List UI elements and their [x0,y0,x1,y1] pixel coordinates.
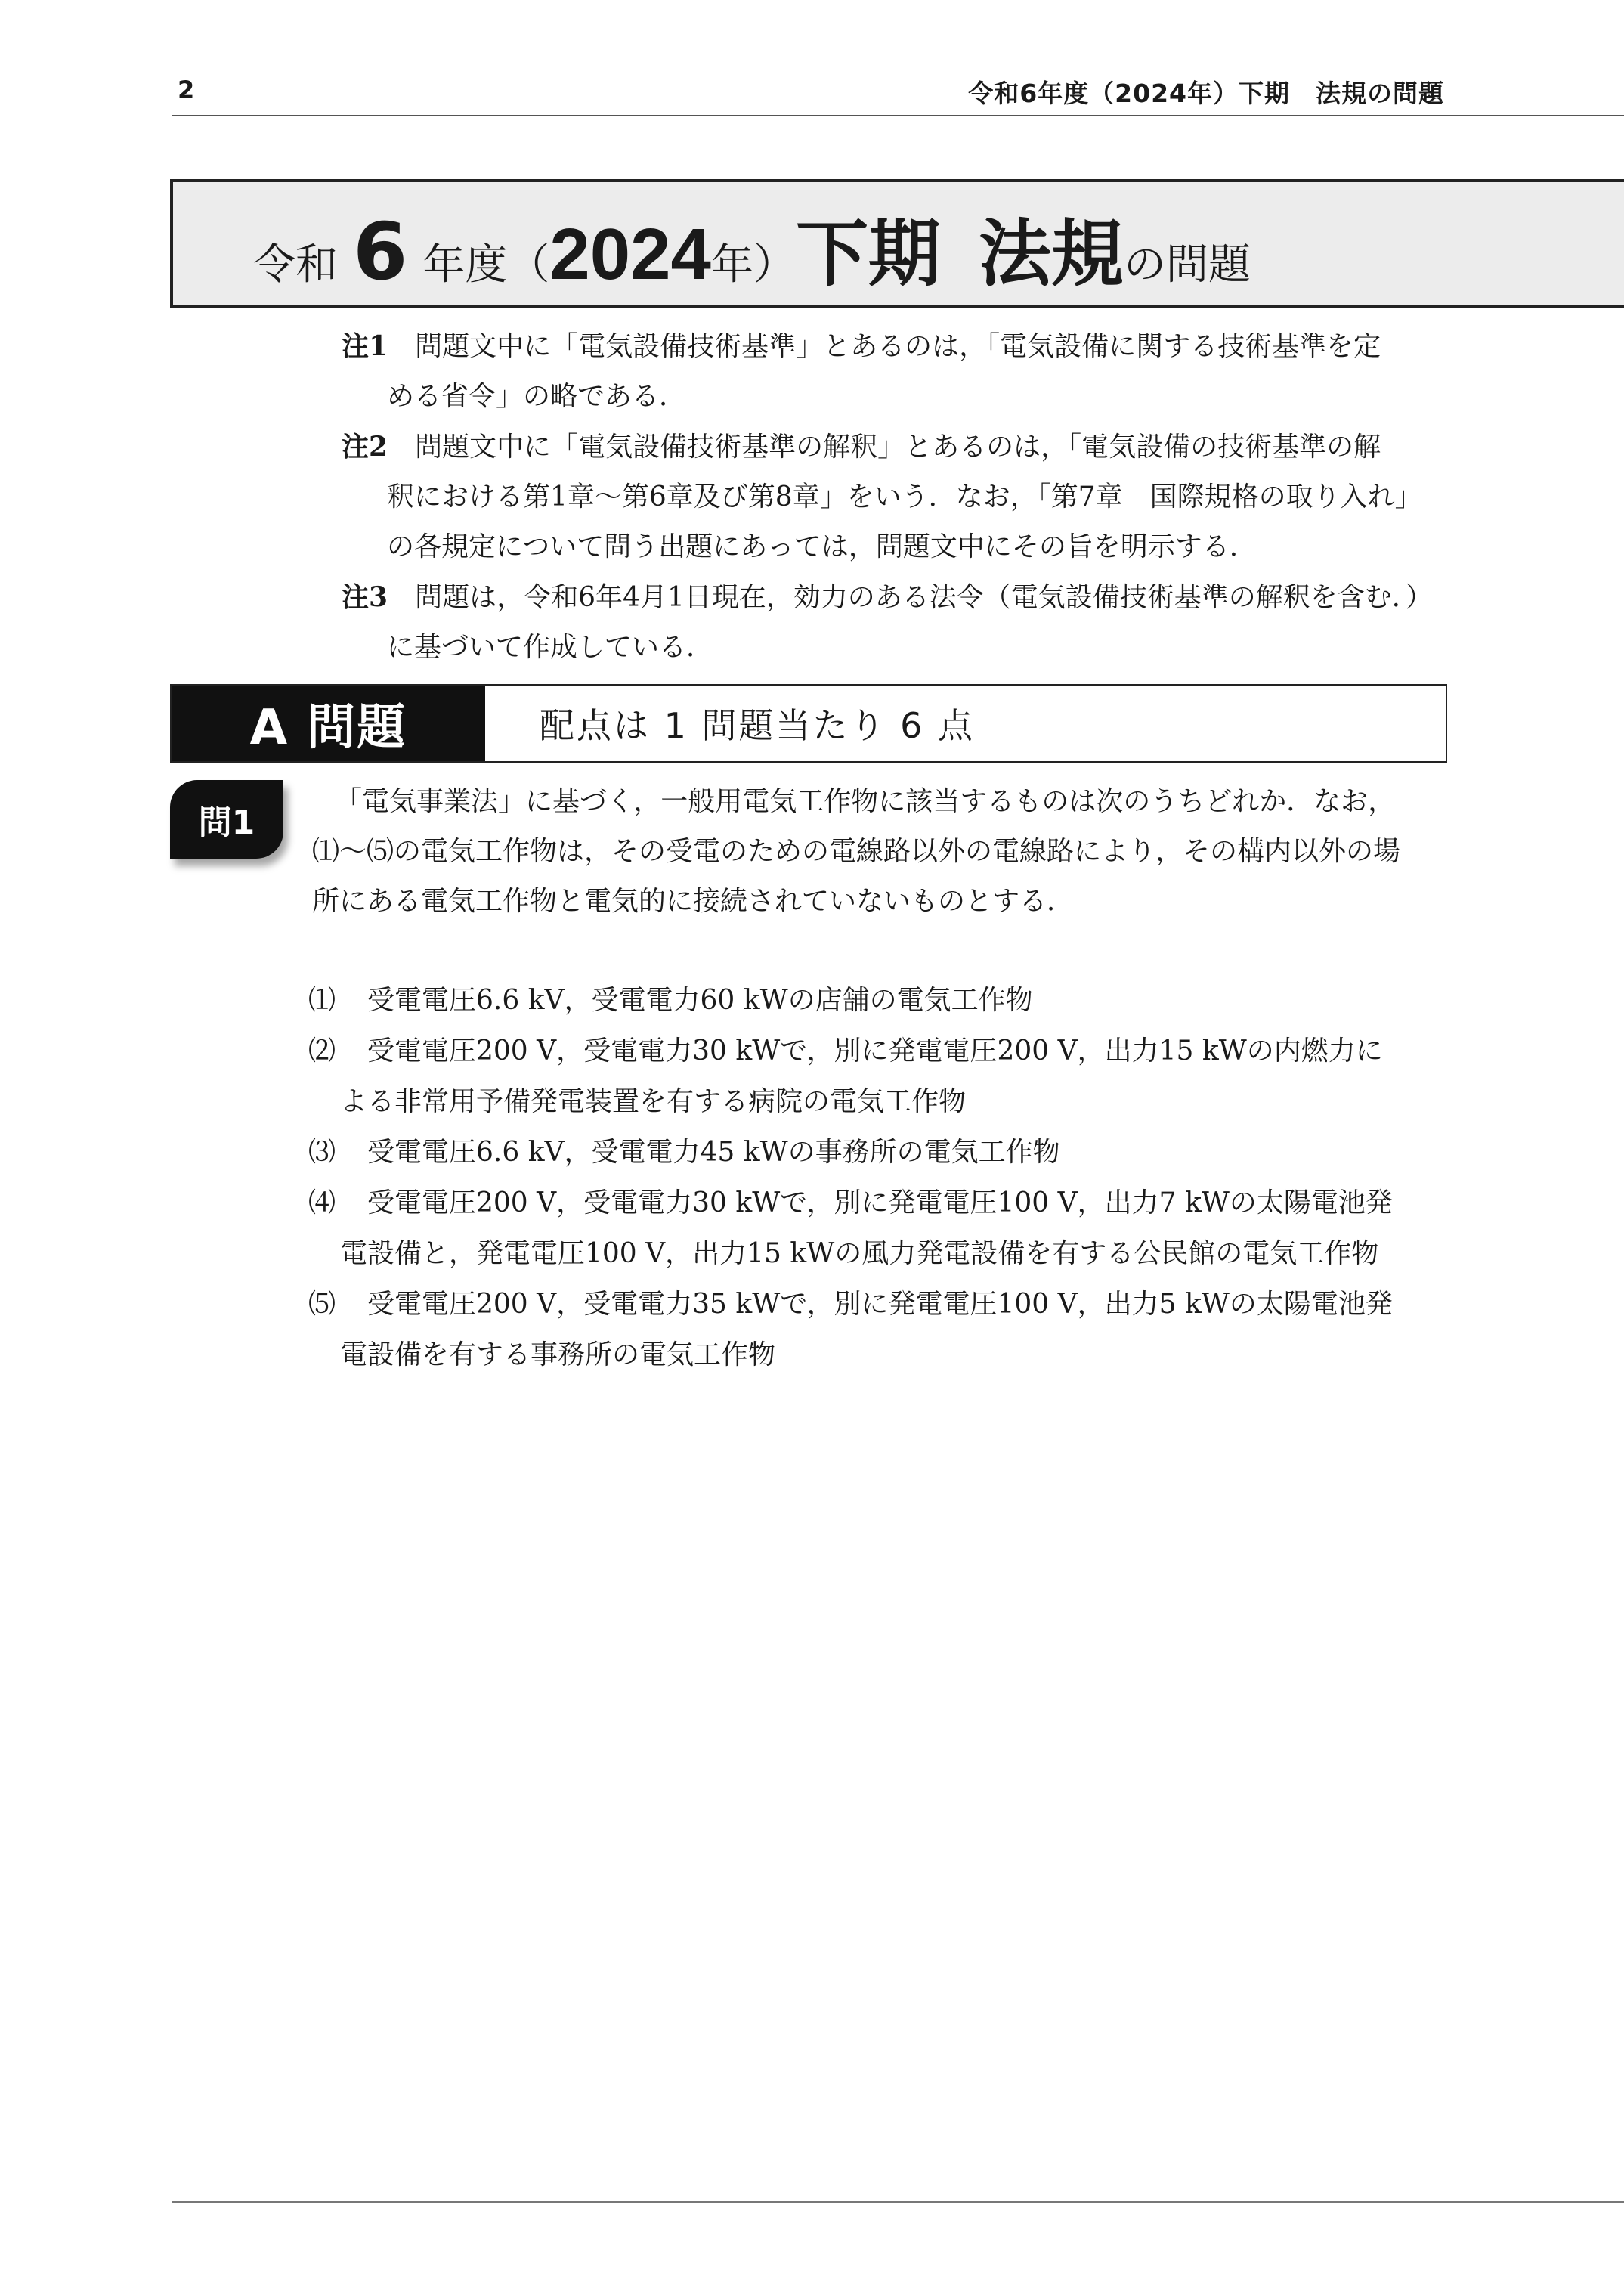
note-label: 注1 [342,330,388,362]
option-text: 受電電圧200 V，受電電力35 kWで，別に発電電圧100 V，出力5 kWの太陽電池発 [367,1289,1393,1320]
option-text: 受電電圧200 V，受電電力30 kWで，別に発電電圧100 V，出力7 kWの太陽電池発 [367,1187,1393,1218]
title-prefix: 令和 [253,240,338,289]
option-2 [308,1026,1449,1127]
question-line: 「電気事業法」に基づく，一般用電気工作物に該当するものは次のうちどれか．なお， [335,786,1396,817]
option-number: ⑶ [308,1137,336,1168]
question-line: 所にある電気工作物と電気的に接続されていないものとする． [312,886,1075,917]
option-text: 受電電圧6.6 kV，受電電力45 kWの事務所の電気工作物 [367,1137,1060,1168]
note-3 [342,572,1445,673]
option-1 [308,975,1449,1026]
note-text: 釈における第1章～第6章及び第8章」をいう．なお，「第7章 国際規格の取り入れ」 [387,481,1422,512]
note-text: める省令」の略である． [387,381,687,412]
note-label: 注3 [342,581,388,613]
note-text: 問題は，令和6年4月1日現在，効力のある法令（電気設備技術基準の解釈を含む．） [388,582,1433,613]
section-points: 配点は 1 問題当たり 6 点 [540,705,976,746]
option-number: ⑴ [308,985,336,1016]
option-text: 受電電圧200 V，受電電力30 kWで，別に発電電圧200 V，出力15 kWの内燃力に [367,1036,1383,1067]
option-number: ⑸ [308,1289,336,1320]
section-bar [170,684,1447,763]
section-label: A 問題 [172,686,485,761]
option-text: 電設備を有する事務所の電気工作物 [340,1339,776,1370]
option-text: よる非常用予備発電装置を有する病院の電気工作物 [340,1086,967,1117]
option-number: ⑵ [308,1036,336,1067]
note-2 [342,422,1445,572]
title-subject: 法規 [978,212,1124,296]
note-text: 問題文中に「電気設備技術基準」とあるのは，「電気設備に関する技術基準を定 [388,331,1381,362]
title-year-suffix: 年） [710,240,796,289]
page-number: 2 [178,76,195,104]
title-term: 下期 [795,212,941,296]
running-title: 令和6年度（2024年）下期 法規の問題 [968,79,1444,108]
title-year-num: 6 [353,206,408,298]
note-text: の各規定について問う出題にあっては，問題文中にその旨を明示する． [387,531,1257,562]
title-year: 2024 [549,214,711,295]
note-text: 問題文中に「電気設備技術基準の解釈」とあるのは，「電気設備の技術基準の解 [388,432,1381,463]
question-line: ⑴～⑸の電気工作物は，その受電のための電線路以外の電線路により，その構内以外の場 [312,836,1401,867]
footer-rule [172,2201,1624,2203]
note-1 [342,321,1445,422]
question-text [312,777,1446,927]
note-label: 注2 [342,431,388,463]
option-number: ⑷ [308,1187,336,1218]
option-5 [308,1279,1449,1380]
title-suffix: の問題 [1123,240,1251,289]
note-text: に基づいて作成している． [387,632,714,663]
option-4 [308,1178,1449,1279]
option-3 [308,1127,1449,1178]
header-rule [172,115,1624,116]
option-text: 電設備と，発電電圧100 V，出力15 kWの風力発電設備を有する公民館の電気工作物 [340,1238,1379,1269]
answer-options [308,975,1449,1380]
title-nendo: 年度（ [422,240,550,289]
option-text: 受電電圧6.6 kV，受電電力60 kWの店舗の電気工作物 [367,985,1033,1016]
page-title [253,197,1251,298]
question-badge: 問1 [170,780,283,859]
notes [342,321,1445,673]
